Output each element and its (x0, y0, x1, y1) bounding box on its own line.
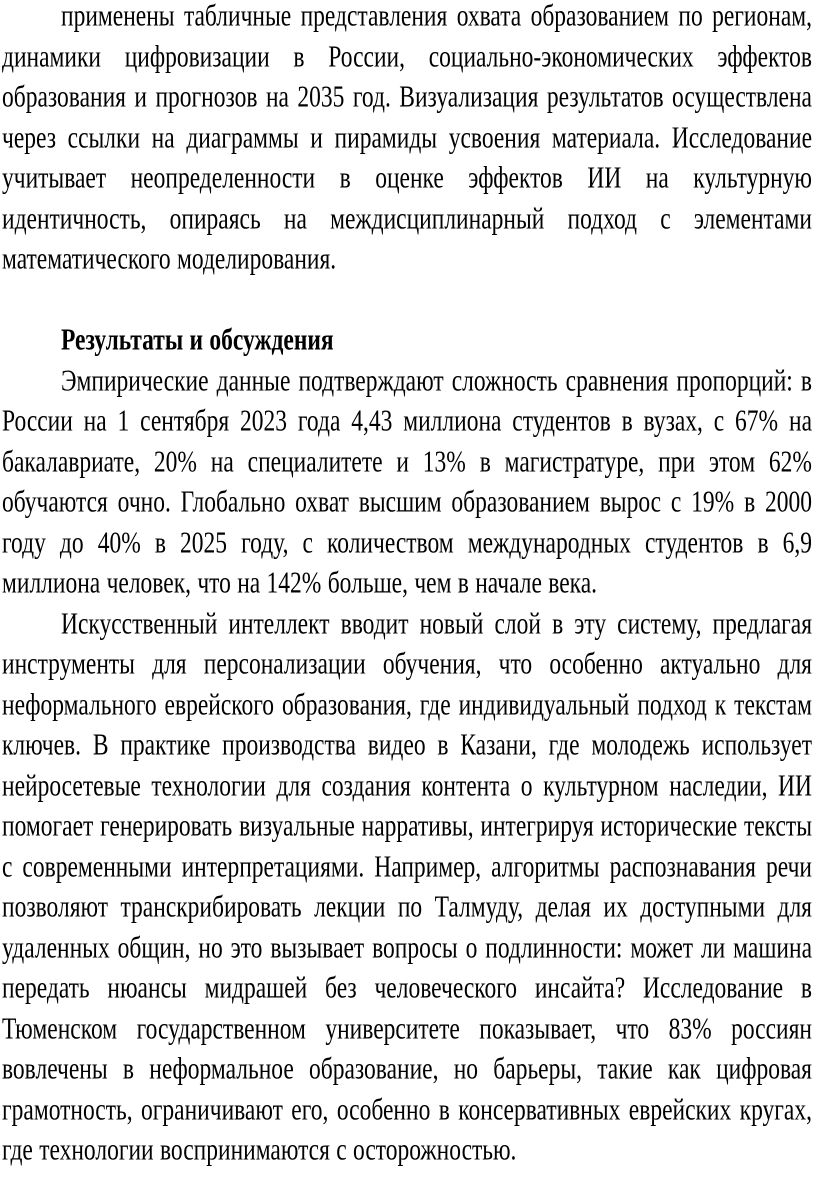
text-line (2, 686, 812, 727)
document-body (2, 0, 812, 1172)
paragraph (2, 0, 812, 281)
text-line-content: передать нюансы мидрашей без человеческого инсайта? Исследование в (2, 971, 812, 1006)
blank-line (2, 281, 812, 322)
text-line-content: России на 1 сентября 2023 года 4,43 миллиона студентов в вузах, с 67% на (2, 404, 812, 439)
text-line-content: динамики цифровизации в России, социально-экономических эффектов (2, 40, 812, 74)
text-line-content: Искусственный интеллект вводит новый слой в эту систему, предлагая (61, 607, 812, 641)
text-line (2, 78, 812, 119)
text-line (2, 483, 812, 524)
text-line-content: где технологии воспринимаются с осторожностью. (2, 1133, 517, 1168)
text-line-content: образования и прогнозов на 2035 год. Визуализация результатов осуществлена (2, 80, 812, 115)
text-line (2, 645, 812, 686)
text-line (2, 969, 812, 1010)
section-heading-text: Результаты и обсуждения (61, 323, 334, 358)
text-line-content: миллиона человек, что на 142% больше, чем в начале века. (2, 566, 598, 601)
text-line-content: идентичность, опираясь на междисциплинарный подход с элементами (2, 202, 812, 236)
text-line (2, 1010, 812, 1051)
text-line-content: Тюменском государственном университете показывает, что 83% россиян (2, 1012, 812, 1046)
text-line (2, 443, 812, 484)
text-line (2, 605, 812, 646)
text-line-content: неформального еврейского образования, где индивидуальный подход к текстам (2, 688, 812, 722)
text-line-content: учитывает неопределенности в оценке эффектов ИИ на культурную (2, 161, 812, 196)
text-line-content: грамотность, ограничивают его, особенно в консервативных еврейских кругах, (2, 1093, 812, 1127)
paragraph (2, 605, 812, 1172)
text-line (2, 119, 812, 160)
text-line-content: применены табличные представления охвата образованием по регионам, (61, 0, 812, 34)
paragraph (2, 362, 812, 605)
text-line (2, 1050, 812, 1091)
text-line (2, 848, 812, 889)
text-line (2, 159, 812, 200)
text-line-content: с современными интерпретациями. Например, алгоритмы распознавания речи (2, 850, 812, 884)
text-line-content: бакалавриате, 20% на специалитете и 13% в магистратуре, при этом 62% (2, 445, 812, 479)
text-line-content: через ссылки на диаграммы и пирамиды усвоения материала. Исследование (2, 121, 812, 155)
text-line (2, 524, 812, 565)
text-line (2, 807, 812, 848)
text-line (2, 402, 812, 443)
section-heading (2, 321, 812, 362)
text-line (2, 1091, 812, 1132)
text-line-content: удаленных общин, но это вызывает вопросы о подлинности: может ли машина (2, 931, 812, 965)
text-line-content: вовлечены в неформальное образование, но барьеры, такие как цифровая (2, 1052, 812, 1087)
text-line (2, 767, 812, 808)
text-line (2, 200, 812, 241)
text-line (2, 362, 812, 403)
text-line (2, 240, 812, 281)
text-line-content: нейросетевые технологии для создания контента о культурном наследии, ИИ (2, 769, 812, 803)
text-line (2, 929, 812, 970)
text-line-content: обучаются очно. Глобально охват высшим образованием вырос с 19% в 2000 (2, 485, 812, 520)
text-line (2, 0, 812, 38)
text-line (2, 726, 812, 767)
text-line-content: помогает генерировать визуальные нарративы, интегрируя исторические тексты (2, 809, 812, 844)
text-line (2, 888, 812, 929)
text-line-content: году до 40% в 2025 году, с количеством международных студентов в 6,9 (2, 526, 812, 560)
text-line (2, 1131, 812, 1172)
text-line-content: инструменты для персонализации обучения, что особенно актуально для (2, 647, 812, 682)
text-line-content: Эмпирические данные подтверждают сложность сравнения пропорций: в (61, 364, 812, 398)
text-line (2, 38, 812, 79)
text-line-content: математического моделирования. (2, 242, 337, 277)
text-line-content: ключев. В практике производства видео в Казани, где молодежь использует (2, 728, 812, 763)
text-line (2, 564, 812, 605)
text-line-content: позволяют транскрибировать лекции по Талмуду, делая их доступными для (2, 890, 812, 925)
